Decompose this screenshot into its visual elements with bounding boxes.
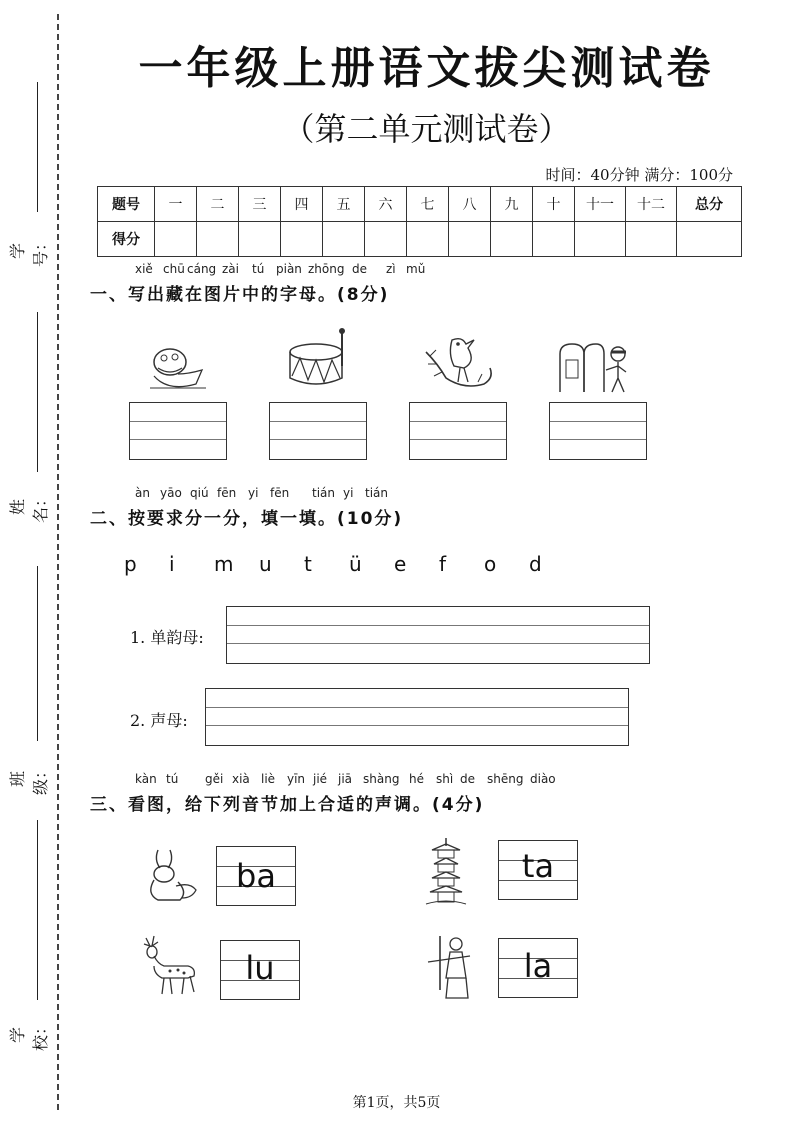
rabbit-icon (140, 846, 200, 904)
pinyin: de (460, 772, 475, 786)
bird-icon (424, 334, 496, 392)
pinyin: tián (365, 486, 388, 500)
pinyin: yi (343, 486, 354, 500)
col-11: 十一 (575, 187, 626, 222)
pinyin: zài (222, 262, 239, 276)
pinyin: piàn (276, 262, 302, 276)
score-cell[interactable] (449, 222, 491, 257)
binding-dashed-line (57, 14, 59, 1110)
pinyin: diào (530, 772, 556, 786)
letter: d (529, 552, 542, 576)
pinyin: qiú (190, 486, 209, 500)
school-rule (37, 820, 38, 1000)
letter-list (124, 552, 574, 576)
initials-answer-box[interactable] (205, 688, 629, 746)
pinyin: shàng (363, 772, 400, 786)
answer-box-door[interactable] (549, 402, 647, 460)
pinyin: xià (232, 772, 250, 786)
score-table-score-row (98, 222, 742, 257)
pinyin: fēn (270, 486, 290, 500)
answer-box-bird[interactable] (409, 402, 507, 460)
score-cell[interactable] (323, 222, 365, 257)
school-label: 学校： (8, 1019, 50, 1052)
pinyin: zì (386, 262, 396, 276)
col-7: 七 (407, 187, 449, 222)
deer-icon (136, 934, 200, 998)
letter: p (124, 552, 137, 576)
q2-label: 2. 声母: (130, 711, 188, 730)
pinyin: hé (409, 772, 424, 786)
score-cell[interactable] (626, 222, 677, 257)
syllable-box-ta[interactable] (498, 840, 578, 900)
pinyin: tián (312, 486, 335, 500)
score-cell[interactable] (533, 222, 575, 257)
score-cell-total[interactable] (677, 222, 742, 257)
score-cell[interactable] (407, 222, 449, 257)
answer-box-drum[interactable] (269, 402, 367, 460)
syllable-text: lu (245, 949, 275, 987)
pinyin: liè (261, 772, 276, 786)
letter: o (484, 552, 497, 576)
pinyin: kàn (135, 772, 157, 786)
col-5: 五 (323, 187, 365, 222)
col-3: 三 (239, 187, 281, 222)
syllable-box-lu[interactable] (220, 940, 300, 1000)
score-cell[interactable] (491, 222, 533, 257)
pinyin: shì (436, 772, 454, 786)
pinyin: tú (252, 262, 265, 276)
drum-icon (286, 326, 352, 392)
class-rule (37, 566, 38, 741)
pinyin: de (352, 262, 367, 276)
pinyin: shēng (487, 772, 524, 786)
syllable-text: ta (521, 847, 555, 885)
col-12: 十二 (626, 187, 677, 222)
student-no-label: 学号： (8, 235, 50, 268)
col-1: 一 (155, 187, 197, 222)
letter: f (439, 552, 447, 576)
page-subtitle: （第二单元测试卷） (282, 110, 571, 148)
name-label: 姓名： (8, 491, 50, 524)
col-4: 四 (281, 187, 323, 222)
erhu-player-icon (426, 932, 476, 1002)
door-boy-icon (556, 340, 634, 394)
pinyin: fēn (217, 486, 237, 500)
syllable-text: ba (236, 857, 276, 895)
section2-heading: 二、按要求分一分，填一填。(10分) (90, 509, 404, 529)
pinyin: jié (313, 772, 328, 786)
row-label-score: 得分 (98, 222, 155, 257)
page-number: 第1页，共5页 (352, 1095, 441, 1111)
letter: t (304, 552, 312, 576)
score-cell[interactable] (365, 222, 407, 257)
exam-meta: 时间：40分钟 满分：100分 (545, 166, 733, 184)
letter: m (214, 552, 234, 576)
pinyin: tú (166, 772, 179, 786)
simple-finals-answer-box[interactable] (226, 606, 650, 664)
letter: u (259, 552, 272, 576)
letter: i (169, 552, 175, 576)
page-title: 一年级上册语文拔尖测试卷 (138, 43, 715, 94)
score-cell[interactable] (197, 222, 239, 257)
answer-box-frog[interactable] (129, 402, 227, 460)
pinyin: cáng (187, 262, 217, 276)
class-label: 班级： (8, 763, 50, 796)
col-9: 九 (491, 187, 533, 222)
q1-label: 1. 单韵母: (130, 628, 204, 647)
score-table (97, 186, 742, 257)
letter: e (394, 552, 407, 576)
syllable-box-ba[interactable] (216, 846, 296, 906)
section3-heading: 三、看图，给下列音节加上合适的声调。(4分) (90, 795, 485, 815)
pinyin: jiā (338, 772, 353, 786)
frog-icon (148, 340, 208, 396)
col-2: 二 (197, 187, 239, 222)
syllable-box-la[interactable] (498, 938, 578, 998)
score-cell[interactable] (281, 222, 323, 257)
score-table-header-row (98, 187, 742, 222)
pinyin: gěi (205, 772, 224, 786)
pinyin: chū (163, 262, 185, 276)
pagoda-icon (424, 836, 468, 906)
col-6: 六 (365, 187, 407, 222)
score-cell[interactable] (575, 222, 626, 257)
name-rule (37, 312, 38, 472)
pinyin: yi (248, 486, 259, 500)
pinyin: yāo (160, 486, 182, 500)
pinyin: xiě (135, 262, 153, 276)
student-no-rule (37, 82, 38, 212)
pinyin: yīn (287, 772, 306, 786)
row-label-question-no: 题号 (98, 187, 155, 222)
section1-heading: 一、写出藏在图片中的字母。(8分) (90, 285, 390, 305)
col-total: 总分 (677, 187, 742, 222)
score-cell[interactable] (155, 222, 197, 257)
letter: ü (349, 552, 362, 576)
syllable-text: la (523, 947, 553, 985)
col-8: 八 (449, 187, 491, 222)
col-10: 十 (533, 187, 575, 222)
pinyin: àn (135, 486, 150, 500)
pinyin: zhōng (308, 262, 345, 276)
score-cell[interactable] (239, 222, 281, 257)
pinyin: mǔ (406, 262, 426, 276)
